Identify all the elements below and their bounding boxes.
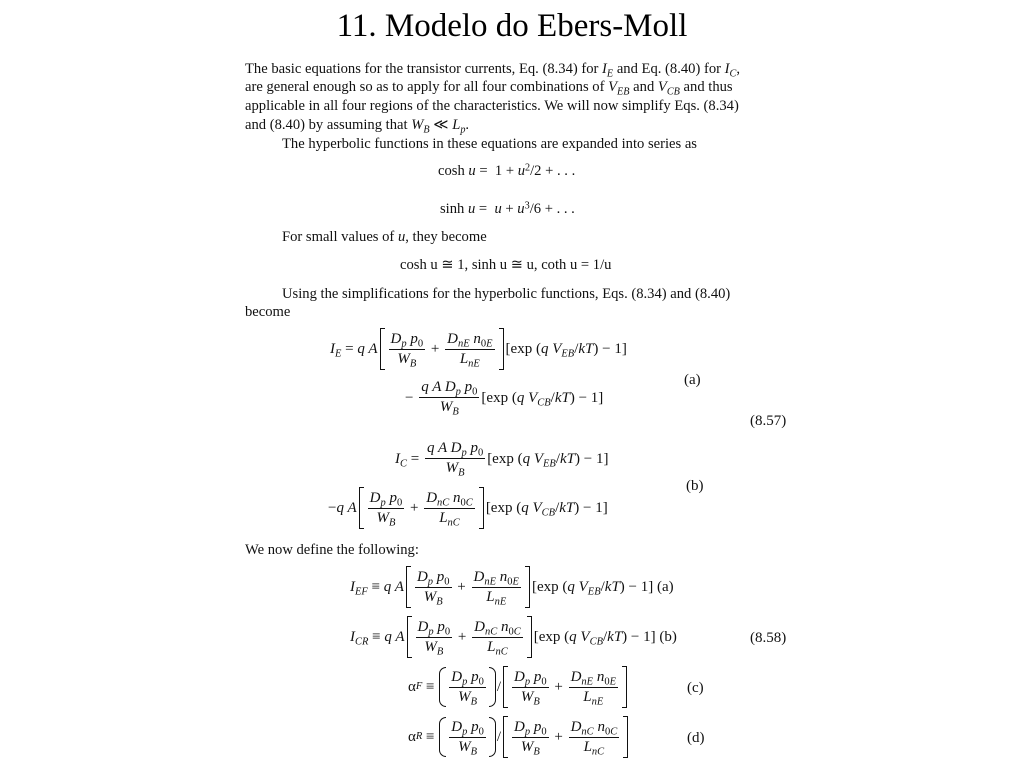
para1-line4: and (8.40) by assuming that $W_B$ ≪ $L_p$. <box>245 117 470 136</box>
para4-line1: Using the simplifications for the hyperbolic functions, Eqs. (8.34) and (8.40) <box>282 286 731 302</box>
cosh-series: $\cosh u = 1 + u^2/2$ + . . . <box>438 162 576 179</box>
eq-8-57a-line2: − $\frac{q A D_p p_0}{W_B}$ [exp ( q $V_{CB}$ / kT ) − 1] <box>405 379 604 418</box>
para1-line3: applicable in all four regions of the characteristics. We will now simplify Eqs. (8.34) <box>245 98 739 114</box>
eq-8-58b: $I_{CR}$ ≡ q A $\frac{D_p p_0}{W_B}$ + $\frac{D_{nC} n_{0C}}{L_{nC}}$ [exp ( q $V_{CB}$ / kT ) − 1] (b) <box>350 616 677 658</box>
para4-line2: become <box>245 304 291 320</box>
para3: For small values of u, they become <box>282 229 487 245</box>
slide-title: 11. Modelo do Ebers-Moll <box>336 8 688 44</box>
sinh-series: $\sinh u = u + u^3/6$ + . . . <box>440 200 575 217</box>
eq-8-57-tag-b: (b) <box>686 478 704 494</box>
eq-8-58-number: (8.58) <box>750 630 787 646</box>
eq-8-58c: α F ≡ $\frac{D_p p_0}{W_B}$ / $\frac{D_p p_0}{W_B}$ + $\frac{D_{nE} n_{0E}}{L_{nE}}$ <box>408 666 629 708</box>
para2: The hyperbolic functions in these equations are expanded into series as <box>282 136 697 152</box>
para5: We now define the following: <box>245 542 419 558</box>
eq-8-58-tag-d: (d) <box>687 730 705 746</box>
eq-8-57a-line1: $I_E$ = q A $\frac{D_p p_0}{W_B}$ + $\frac{D_{nE} n_{0E}}{L_{nE}}$ [exp ( q $V_{EB}$ / kT ) − 1] <box>330 328 627 370</box>
eq-8-58a: $I_{EF}$ ≡ q A $\frac{D_p p_0}{W_B}$ + $\frac{D_{nE} n_{0E}}{L_{nE}}$ [exp ( q $V_{EB}$ / kT ) − 1] (a) <box>350 566 674 608</box>
eq-8-57b-line2: − q A $\frac{D_p p_0}{W_B}$ + $\frac{D_{nC} n_{0C}}{L_{nC}}$ [exp ( q $V_{CB}$ / kT ) − 1] <box>328 487 608 529</box>
eq-8-57-tag-a: (a) <box>684 372 701 388</box>
eq-8-58-tag-c: (c) <box>687 680 704 696</box>
eq-8-57b-line1: $I_C$ = $\frac{q A D_p p_0}{W_B}$ [exp ( q $V_{EB}$ / kT ) − 1] <box>395 440 609 479</box>
small-u-approx: cosh u ≅ 1, sinh u ≅ u, coth u = 1/u <box>400 257 612 273</box>
para1-line2: are general enough so as to apply for all four combinations of $V_{EB}$ and $V_{CB}$ and thus <box>245 79 733 98</box>
eq-8-58d: α R ≡ $\frac{D_p p_0}{W_B}$ / $\frac{D_p p_0}{W_B}$ + $\frac{D_{nC} n_{0C}}{L_{nC}}$ <box>408 716 630 758</box>
para1-line1: The basic equations for the transistor currents, Eq. (8.34) for $I_E$ and Eq. (8.40) for $I_C$, <box>245 61 740 80</box>
eq-8-57-number: (8.57) <box>750 413 787 429</box>
